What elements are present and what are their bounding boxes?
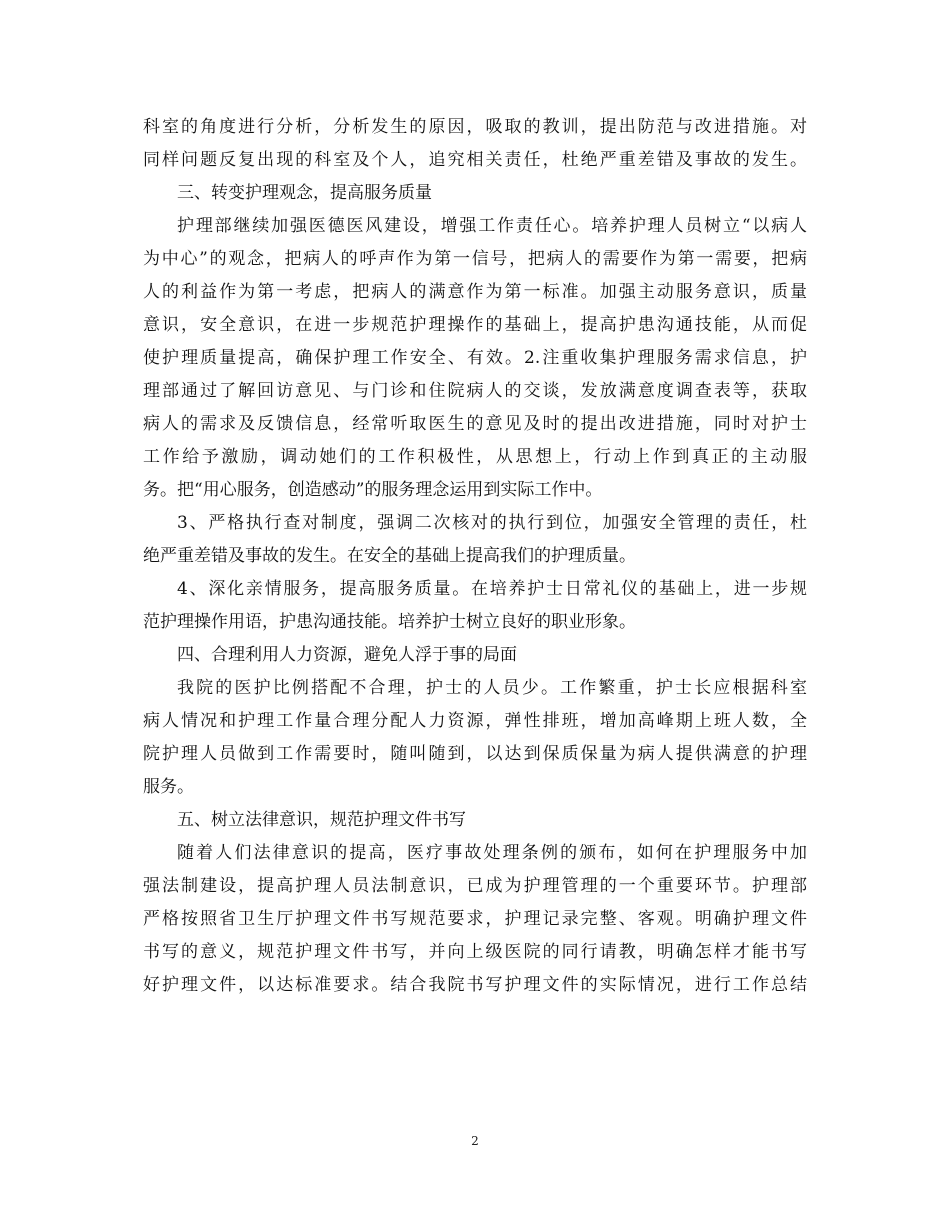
text-line: 工作给予激励，调动她们的工作积极性，从思想上，行动上作到真正的主动服 bbox=[143, 447, 807, 467]
text-line: 使护理质量提高，确保护理工作安全、有效。2.注重收集护理服务需求信息，护 bbox=[143, 348, 807, 368]
text-line: 护理部继续加强医德医风建设，增强工作责任心。培养护理人员树立“以病人 bbox=[177, 216, 807, 236]
text-line: 绝严重差错及事故的发生。在安全的基础上提高我们的护理质量。 bbox=[143, 546, 636, 566]
text-line: 人的利益作为第一考虑，把病人的满意作为第一标准。加强主动服务意识，质量 bbox=[143, 282, 807, 302]
text-line: 我院的医护比例搭配不合理，护士的人员少。工作繁重，护士长应根据科室 bbox=[177, 678, 807, 698]
text-line: 强法制建设，提高护理人员法制意识，已成为护理管理的一个重要环节。护理部 bbox=[143, 876, 807, 896]
text-line: 三、转变护理观念，提高服务质量 bbox=[177, 183, 432, 203]
text-line: 病人情况和护理工作量合理分配人力资源，弹性排班，增加高峰期上班人数，全 bbox=[143, 711, 807, 731]
text-line: 科室的角度进行分析，分析发生的原因，吸取的教训，提出防范与改进措施。对 bbox=[143, 117, 807, 137]
text-line: 好护理文件，以达标准要求。结合我院书写护理文件的实际情况，进行工作总结 bbox=[143, 975, 807, 995]
text-line: 五、树立法律意识，规范护理文件书写 bbox=[177, 810, 466, 830]
text-line: 四、合理利用人力资源，避免人浮于事的局面 bbox=[177, 645, 517, 665]
text-line: 4、深化亲情服务，提高服务质量。在培养护士日常礼仪的基础上，进一步规 bbox=[177, 579, 807, 599]
text-line: 同样问题反复出现的科室及个人，追究相关责任，杜绝严重差错及事故的发生。 bbox=[143, 150, 807, 170]
text-line: 意识，安全意识，在进一步规范护理操作的基础上，提高护患沟通技能，从而促 bbox=[143, 315, 807, 335]
text-line: 服务。 bbox=[143, 777, 194, 797]
text-line: 为中心”的观念，把病人的呼声作为第一信号，把病人的需要作为第一需要，把病 bbox=[143, 249, 807, 269]
document-body bbox=[143, 111, 807, 1002]
text-line: 范护理操作用语，护患沟通技能。培养护士树立良好的职业形象。 bbox=[143, 612, 636, 632]
text-line: 书写的意义，规范护理文件书写，并向上级医院的同行请教，明确怎样才能书写 bbox=[143, 942, 807, 962]
text-line: 3、严格执行查对制度，强调二次核对的执行到位，加强安全管理的责任，杜 bbox=[177, 513, 807, 533]
page-number: 2 bbox=[471, 1134, 479, 1148]
text-line: 理部通过了解回访意见、与门诊和住院病人的交谈，发放满意度调查表等，获取 bbox=[143, 381, 807, 401]
text-line: 病人的需求及反馈信息，经常听取医生的意见及时的提出改进措施，同时对护士 bbox=[143, 414, 807, 434]
text-line: 严格按照省卫生厅护理文件书写规范要求，护理记录完整、客观。明确护理文件 bbox=[143, 909, 807, 929]
text-line: 务。把“用心服务，创造感动”的服务理念运用到实际工作中。 bbox=[143, 480, 603, 500]
text-line: 随着人们法律意识的提高，医疗事故处理条例的颁布，如何在护理服务中加 bbox=[177, 843, 807, 863]
text-line: 院护理人员做到工作需要时，随叫随到，以达到保质保量为病人提供满意的护理 bbox=[143, 744, 807, 764]
